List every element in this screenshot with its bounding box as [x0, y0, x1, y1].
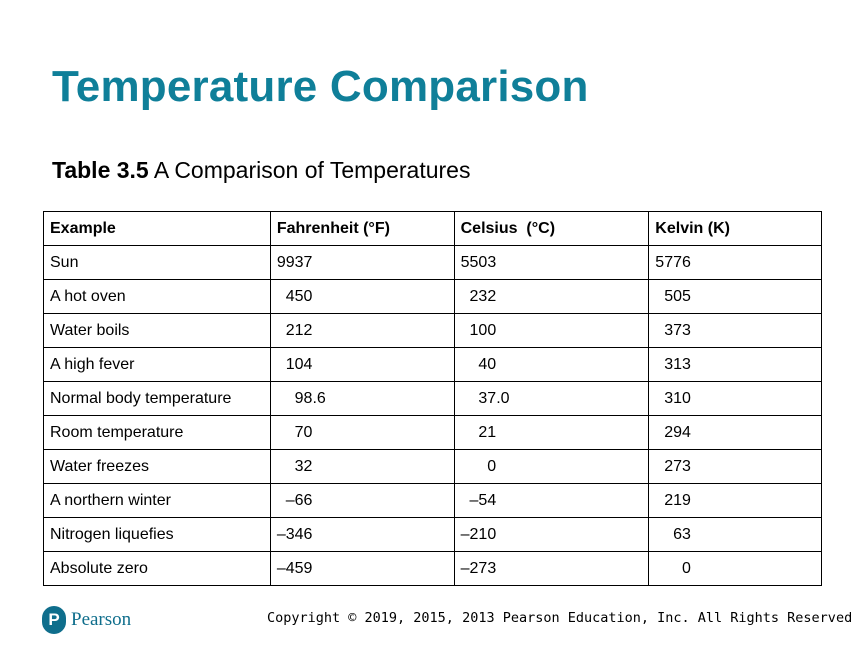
cell-fahrenheit: 70	[270, 416, 454, 450]
cell-example: A hot oven	[44, 280, 271, 314]
header-kelvin: Kelvin (K)	[649, 212, 822, 246]
cell-kelvin: 294	[649, 416, 822, 450]
table-row	[44, 450, 822, 484]
header-fahrenheit: Fahrenheit (°F)	[270, 212, 454, 246]
cell-example: A high fever	[44, 348, 271, 382]
cell-celsius: 21	[454, 416, 649, 450]
cell-kelvin: 505	[649, 280, 822, 314]
cell-fahrenheit: 104	[270, 348, 454, 382]
cell-example: Nitrogen liquefies	[44, 518, 271, 552]
cell-celsius: 100	[454, 314, 649, 348]
table-number: Table 3.5	[52, 157, 149, 183]
copyright-notice: Copyright © 2019, 2015, 2013 Pearson Education, Inc. All Rights Reserved	[267, 610, 853, 626]
cell-celsius: –273	[454, 552, 649, 586]
table-row	[44, 382, 822, 416]
cell-fahrenheit: 98.6	[270, 382, 454, 416]
cell-celsius: –210	[454, 518, 649, 552]
cell-fahrenheit: 450	[270, 280, 454, 314]
cell-celsius: –54	[454, 484, 649, 518]
cell-celsius: 40	[454, 348, 649, 382]
cell-celsius: 5503	[454, 246, 649, 280]
cell-example: Water freezes	[44, 450, 271, 484]
page-title: Temperature Comparison	[52, 62, 589, 111]
header-example: Example	[44, 212, 271, 246]
cell-celsius: 232	[454, 280, 649, 314]
cell-kelvin: 373	[649, 314, 822, 348]
table-row	[44, 348, 822, 382]
header-celsius: Celsius (°C)	[454, 212, 649, 246]
cell-fahrenheit: –459	[270, 552, 454, 586]
table-caption-text: A Comparison of Temperatures	[148, 157, 471, 183]
table-row	[44, 484, 822, 518]
cell-kelvin: 0	[649, 552, 822, 586]
cell-kelvin: 310	[649, 382, 822, 416]
logo-text: Pearson	[71, 609, 132, 630]
table-caption	[52, 157, 470, 184]
cell-kelvin: 63	[649, 518, 822, 552]
table-row	[44, 416, 822, 450]
table-row	[44, 280, 822, 314]
cell-example: Normal body temperature	[44, 382, 271, 416]
cell-kelvin: 273	[649, 450, 822, 484]
cell-kelvin: 219	[649, 484, 822, 518]
cell-fahrenheit: –346	[270, 518, 454, 552]
cell-fahrenheit: –66	[270, 484, 454, 518]
cell-example: Sun	[44, 246, 271, 280]
table-row	[44, 518, 822, 552]
cell-example: A northern winter	[44, 484, 271, 518]
cell-kelvin: 5776	[649, 246, 822, 280]
table-header-row	[44, 212, 822, 246]
table-row	[44, 552, 822, 586]
cell-fahrenheit: 212	[270, 314, 454, 348]
cell-example: Absolute zero	[44, 552, 271, 586]
cell-example: Water boils	[44, 314, 271, 348]
pearson-p-icon: P	[42, 606, 66, 634]
cell-fahrenheit: 9937	[270, 246, 454, 280]
table-row	[44, 314, 822, 348]
cell-fahrenheit: 32	[270, 450, 454, 484]
table-row	[44, 246, 822, 280]
cell-kelvin: 313	[649, 348, 822, 382]
cell-celsius: 0	[454, 450, 649, 484]
temperature-table	[43, 211, 822, 586]
cell-example: Room temperature	[44, 416, 271, 450]
cell-celsius: 37.0	[454, 382, 649, 416]
pearson-logo	[42, 606, 131, 634]
